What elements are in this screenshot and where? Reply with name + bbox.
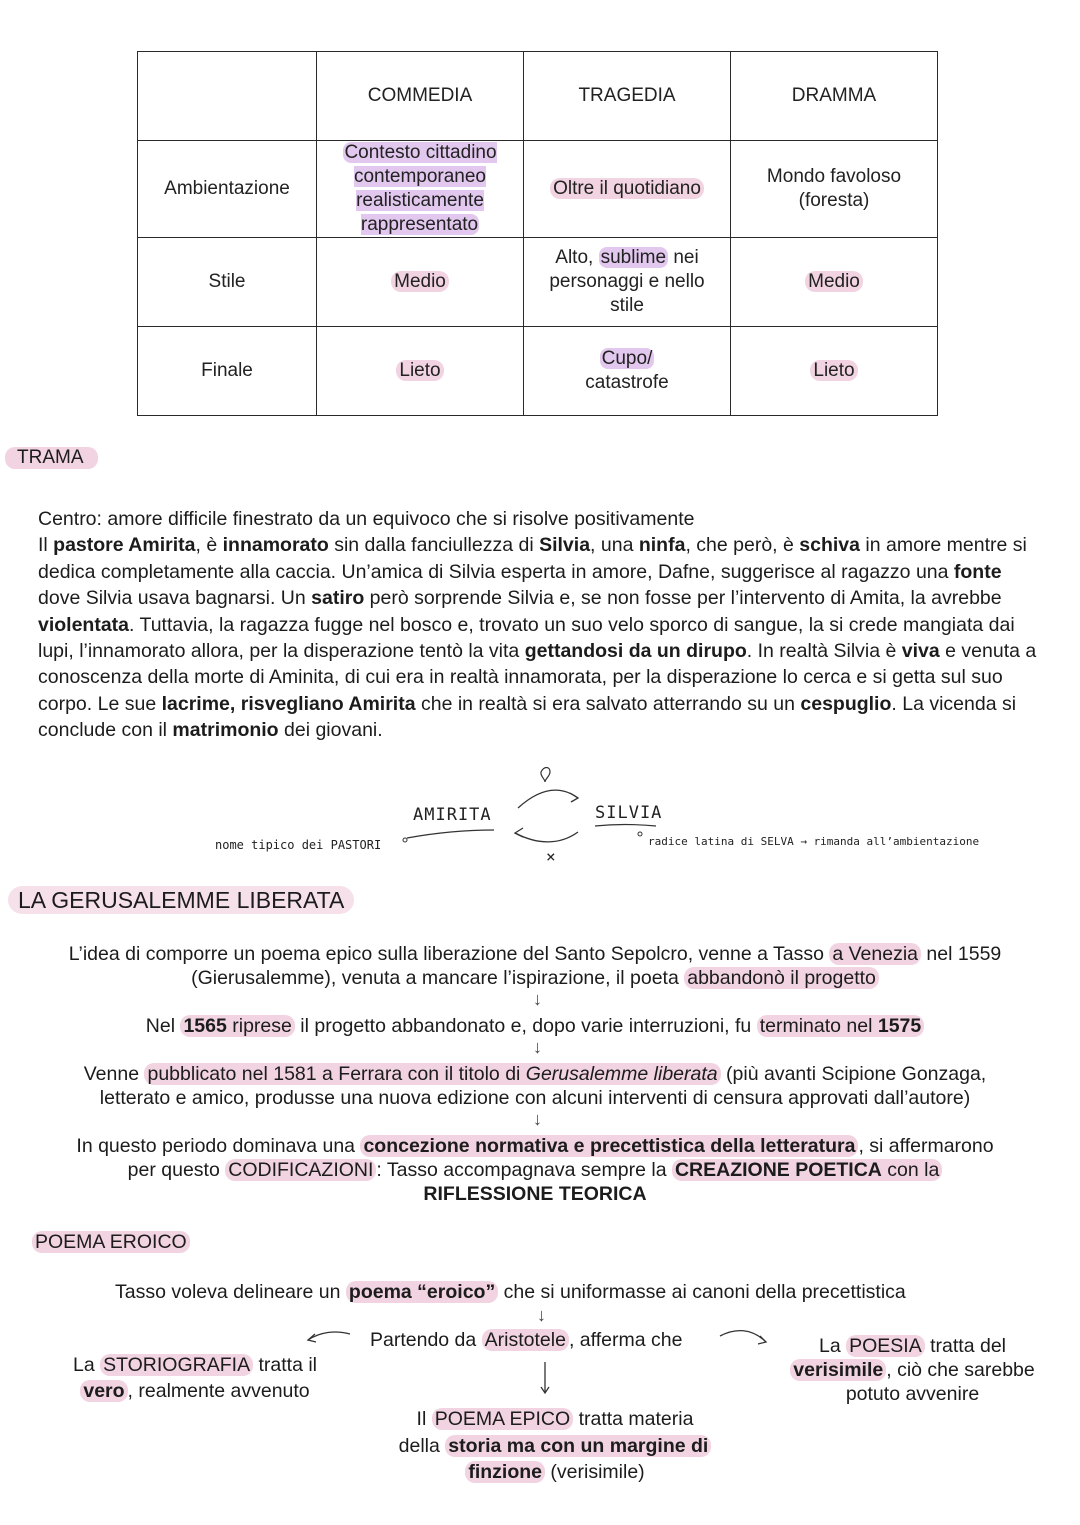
- silvia-label: SILVIA: [595, 803, 663, 823]
- table-cell: [317, 327, 524, 416]
- text: il progetto abbandonato e, dopo varie interruzioni, fu: [294, 1015, 757, 1037]
- text: tratta il: [253, 1354, 318, 1376]
- down-arrow-icon: ↓: [533, 1037, 542, 1057]
- trama-text: . Tuttavia, la ragazza fugge nel bosco e, trovato un suo velo sporco di sangue, la si crede mangiata dai lupi, l’innamorato allora, per la disperazione tentò la vita: [38, 613, 1015, 663]
- trama-bold-text: fonte: [953, 560, 1002, 583]
- trama-text: in amore mentre si dedica completamente alla caccia. Un’amica di Silvia esperta in amore, Dafne, suggerisce al ragazzo una: [38, 534, 1027, 583]
- text: La: [818, 1335, 847, 1357]
- trama-heading: TRAMA: [5, 447, 98, 469]
- text-bold: RIFLESSIONE TEORICA: [423, 1183, 647, 1205]
- trama-bold-text: pastore Amirita: [53, 534, 196, 557]
- row-label: Finale: [138, 327, 317, 416]
- cell-text-highlight: sublime: [600, 247, 667, 268]
- poema-heading: POEMA EROICO: [32, 1231, 190, 1253]
- text: Partendo da: [370, 1329, 482, 1351]
- table-cell: [317, 141, 524, 238]
- amirita-label: AMIRITA: [413, 805, 492, 825]
- text: (verisimile): [545, 1461, 645, 1483]
- cell-text: catastrofe: [585, 372, 669, 393]
- underline-amirita: [407, 830, 494, 838]
- trama-text: dove Silvia usava bagnarsi. Un: [38, 587, 312, 610]
- heart-icon: [541, 768, 550, 783]
- trama-text: , una: [590, 534, 639, 557]
- trama-text: dei giovani.: [278, 719, 383, 742]
- cell-text: nei personaggi e nello stile: [549, 247, 705, 316]
- text-bold-highlight: verisimile: [790, 1359, 886, 1381]
- text: pubblicato nel 1581 a Ferrara con il titolo di: [147, 1063, 526, 1085]
- text-highlight: Aristotele: [482, 1329, 569, 1351]
- cell-text: Contesto cittadino contemporaneo realisticamente rappresentato: [344, 142, 497, 235]
- text-bold-highlight: concezione normativa e precettistica della letteratura: [360, 1135, 858, 1157]
- table-cell: [317, 238, 524, 327]
- down-arrow-icon: ↓: [537, 1305, 546, 1325]
- trama-bold-text: viva: [901, 640, 940, 663]
- table-header-commedia: COMMEDIA: [317, 52, 524, 141]
- poema-epico-box: [370, 1406, 740, 1486]
- trama-text: sin dalla fanciullezza di: [328, 534, 540, 557]
- trama-bold-text: matrimonio: [172, 719, 279, 742]
- text: riprese: [226, 1015, 292, 1037]
- comparison-table: [137, 51, 938, 416]
- cell-text: Medio: [805, 271, 863, 292]
- cell-text: Lieto: [396, 360, 443, 381]
- left-arrow-curve: [308, 1332, 350, 1340]
- text-highlight: [672, 1159, 942, 1181]
- down-arrow-icon: [536, 1360, 556, 1396]
- text-highlight: [144, 1063, 720, 1085]
- text: Tasso voleva delineare un: [115, 1281, 346, 1303]
- text: Il: [416, 1408, 432, 1430]
- text: Nel: [145, 1015, 181, 1037]
- trama-text: che in realtà si era salvato atterrando su un: [415, 692, 801, 715]
- row-label: Ambientazione: [138, 141, 317, 238]
- trama-text: Il: [38, 534, 54, 557]
- table-header-dramma: DRAMMA: [731, 52, 938, 141]
- text-highlight: [757, 1015, 925, 1037]
- cell-text: Alto,: [555, 247, 599, 268]
- text: che si uniformasse ai canoni della precettistica: [498, 1281, 906, 1303]
- cell-text: Lieto: [810, 360, 857, 381]
- text: , ciò che sarebbe: [886, 1359, 1035, 1381]
- trama-body: [38, 506, 1048, 744]
- storiografia-box: [40, 1352, 350, 1404]
- branch-arrows: [300, 1322, 780, 1362]
- poesia-box: [780, 1334, 1045, 1406]
- text: terminato nel: [759, 1015, 878, 1037]
- cross-mark: ×: [546, 847, 556, 866]
- text-bold: 1575: [877, 1015, 922, 1037]
- text: potuto avvenire: [845, 1383, 980, 1405]
- text: letterato e amico, produsse una nuova edizione con alcuni interventi di censura approvati dall’autore): [99, 1087, 971, 1109]
- text: Venne: [83, 1063, 145, 1085]
- cell-text: Mondo favoloso (foresta): [766, 166, 902, 211]
- table-header-tragedia: TRAGEDIA: [524, 52, 731, 141]
- text: , si affermarono: [858, 1135, 994, 1157]
- text-bold-highlight: finzione: [465, 1461, 545, 1483]
- gerusalemme-p2: [20, 1014, 1050, 1038]
- trama-bold-text: schiva: [799, 534, 860, 557]
- table-cell: [731, 141, 938, 238]
- gerusalemme-p1: [20, 942, 1050, 990]
- trama-text: però sorprende Silvia e, se non fosse per l’intervento di Amita, la avrebbe: [364, 587, 1002, 610]
- down-arrow-icon: ↓: [533, 1109, 542, 1129]
- cell-text: Oltre il quotidiano: [550, 178, 704, 199]
- poema-intro: [115, 1280, 1015, 1304]
- trama-bold-text: cespuglio: [800, 692, 892, 715]
- text: L’idea di comporre un poema epico sulla liberazione del Santo Sepolcro, venne a Tasso: [68, 943, 830, 965]
- text-bold-highlight: vero: [80, 1380, 127, 1402]
- arrow-curve-bottom: [515, 832, 578, 842]
- trama-paragraph: [38, 532, 1048, 743]
- text: tratta del: [924, 1335, 1007, 1357]
- table-cell: [524, 141, 731, 238]
- table-cell: [731, 327, 938, 416]
- arrow-head: [758, 1336, 766, 1344]
- text-highlight: STORIOGRAFIA: [100, 1354, 253, 1376]
- table-header-empty: [138, 52, 317, 141]
- trama-text: , che però, è: [685, 534, 800, 557]
- cell-text: Medio: [391, 271, 449, 292]
- underline-silvia: [595, 825, 656, 827]
- text-bold-highlight: storia ma con un margine di: [445, 1435, 711, 1457]
- text: nel 1559: [921, 943, 1002, 965]
- right-arrow-curve: [720, 1331, 766, 1342]
- text-bold: 1565: [183, 1015, 227, 1037]
- table-row: [138, 327, 938, 416]
- arrow-head: [570, 793, 578, 802]
- trama-intro: Centro: amore difficile finestrato da un equivoco che si risolve positivamente: [38, 508, 695, 530]
- text-highlight: a Venezia: [829, 943, 921, 965]
- text-highlight: abbandonò il progetto: [684, 967, 879, 989]
- text: con la: [881, 1159, 940, 1181]
- trama-bold-text: ninfa: [638, 534, 686, 557]
- relationship-sketch: [400, 760, 1000, 860]
- selva-note: radice latina di SELVA → rimanda all’ambientazione: [648, 835, 980, 848]
- trama-bold-text: gettandosi da un dirupo: [524, 640, 747, 663]
- text: La: [72, 1354, 101, 1376]
- down-arrow-icon: ↓: [533, 989, 542, 1009]
- text: : Tasso accompagnava sempre la: [376, 1159, 672, 1181]
- trama-text: e venuta a conoscenza della morte di Aminita, di cui era in realtà innamorata, per la disperazione lo cerca e si getta sul suo corpo. Le sue: [38, 640, 1037, 715]
- gerusalemme-p3: [20, 1062, 1050, 1110]
- text: della: [398, 1434, 446, 1457]
- text: , realmente avvenuto: [127, 1380, 310, 1402]
- text: , afferma che: [568, 1329, 683, 1351]
- text: (Gierusalemme), venuta a mancare l’ispirazione, il poeta: [191, 967, 685, 989]
- trama-bold-text: violentata: [38, 613, 130, 636]
- trama-text: . La vicenda si conclude con il: [38, 692, 1017, 742]
- text: (più avanti Scipione Gonzaga,: [720, 1063, 987, 1085]
- pastori-note: nome tipico dei PASTORI: [215, 838, 382, 852]
- trama-text: , è: [195, 534, 223, 557]
- gerusalemme-p4: [20, 1134, 1050, 1206]
- text-highlight: POEMA EPICO: [432, 1408, 573, 1430]
- table-header-row: [138, 52, 938, 141]
- table-cell: [524, 238, 731, 327]
- text: per questo: [127, 1159, 226, 1181]
- trama-bold-text: Silvia: [539, 534, 591, 557]
- gerusalemme-heading: LA GERUSALEMME LIBERATA: [8, 886, 354, 914]
- cell-text-highlight: Cupo/: [601, 348, 653, 369]
- text: tratta materia: [573, 1408, 694, 1430]
- text-bold-highlight: poema “eroico”: [346, 1281, 498, 1303]
- table-cell: [524, 327, 731, 416]
- table-row: [138, 141, 938, 238]
- trama-bold-text: innamorato: [222, 534, 329, 557]
- trama-text: . In realtà Silvia è: [746, 640, 902, 663]
- text: In questo periodo dominava una: [76, 1135, 361, 1157]
- text-italic: Gerusalemme liberata: [525, 1063, 718, 1085]
- trama-bold-text: lacrime, risvegliano Amirita: [161, 692, 416, 715]
- table-cell: [731, 238, 938, 327]
- dot: [403, 838, 407, 842]
- table-row: [138, 238, 938, 327]
- text-highlight: CODIFICAZIONI: [225, 1159, 376, 1181]
- row-label: Stile: [138, 238, 317, 327]
- trama-bold-text: satiro: [311, 587, 365, 610]
- text-highlight: [180, 1015, 294, 1037]
- dot: [638, 832, 642, 836]
- text-highlight: POESIA: [846, 1335, 925, 1357]
- arrow-curve-top: [518, 790, 578, 808]
- text-bold: CREAZIONE POETICA: [674, 1159, 882, 1181]
